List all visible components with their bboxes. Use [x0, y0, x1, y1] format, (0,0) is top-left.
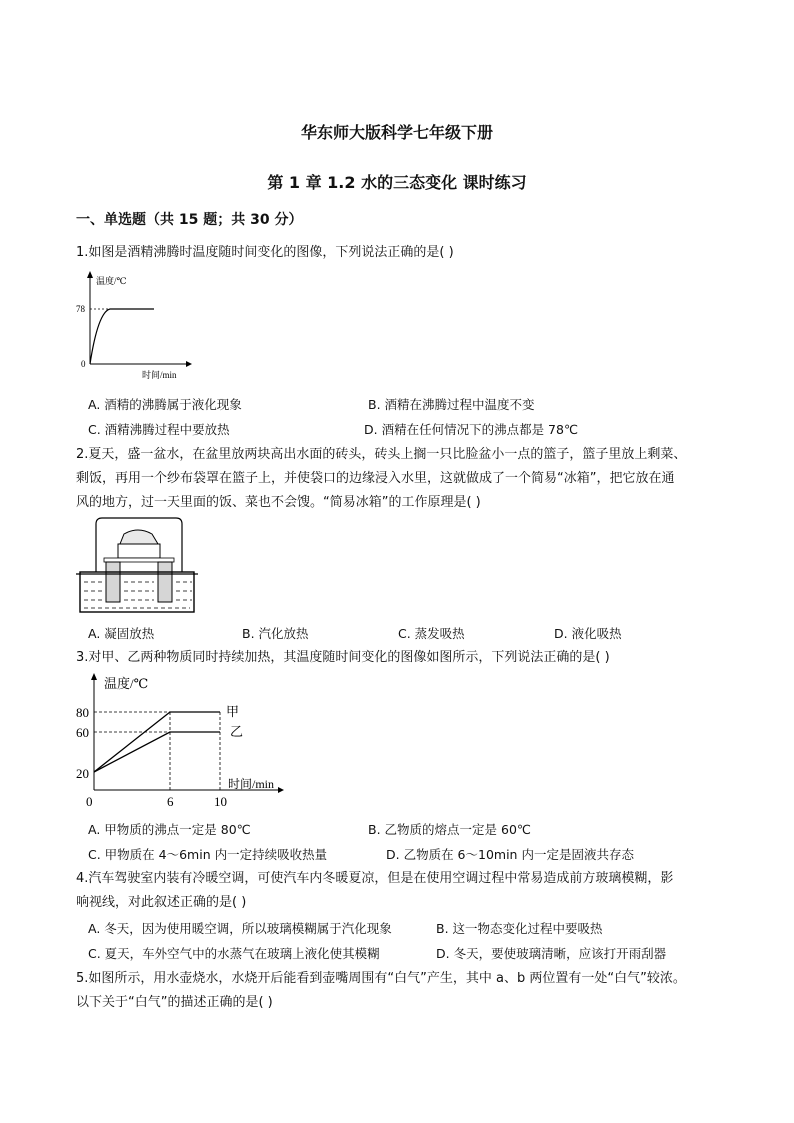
- question-2-option-a[interactable]: A. 凝固放热: [88, 626, 155, 641]
- question-2-option-d[interactable]: D. 液化吸热: [554, 626, 622, 641]
- section-heading: 一、单选题（共 15 题；共 30 分）: [76, 212, 303, 228]
- q1-x-arrow: [186, 361, 192, 367]
- q3-series-jia-line: [94, 712, 220, 772]
- q1-tick-78: 78: [76, 304, 85, 314]
- question-1-option-d[interactable]: D. 酒精在任何情况下的沸点都是 78℃: [364, 422, 578, 437]
- question-3-option-c[interactable]: C. 甲物质在 4～6min 内一定持续吸收热量: [88, 847, 328, 862]
- q2-brick-right: [158, 562, 172, 602]
- q3-y-tick-60: 60: [76, 725, 89, 740]
- q3-y-tick-80: 80: [76, 705, 89, 720]
- q3-series-yi-line: [94, 732, 220, 772]
- question-1-option-a[interactable]: A. 酒精的沸腾属于液化现象: [88, 397, 242, 412]
- q2-brick-left: [106, 562, 120, 602]
- question-2-figure: [74, 516, 200, 622]
- question-2-option-c[interactable]: C. 蒸发吸热: [398, 626, 465, 641]
- q3-series-yi-label: 乙: [230, 724, 244, 739]
- question-4-line-1: 4.汽车驾驶室内装有冷暖空调，可使汽车内冬暖夏凉，但是在使用空调过程中常易造成前方玻璃模糊，影: [76, 871, 674, 886]
- q2-basin: [80, 572, 194, 612]
- q1-origin: 0: [81, 359, 86, 369]
- document-subtitle: 第 1 章 1.2 水的三态变化 课时练习: [267, 173, 527, 192]
- question-1-option-c[interactable]: C. 酒精沸腾过程中要放热: [88, 422, 230, 437]
- q3-series-jia-label: 甲: [226, 704, 240, 719]
- question-3-figure: [74, 672, 294, 812]
- question-3-stem: 3.对甲、乙两种物质同时持续加热，其温度随时间变化的图像如图所示，下列说法正确的是( ): [76, 650, 610, 665]
- question-1-option-b[interactable]: B. 酒精在沸腾过程中温度不变: [368, 397, 535, 412]
- question-5-line-2: 以下关于“白气”的描述正确的是( ): [76, 995, 273, 1010]
- question-2-line-3: 风的地方，过一天里面的饭、菜也不会馊。“简易冰箱”的工作原理是( ): [76, 495, 481, 510]
- q3-y-tick-20: 20: [76, 766, 89, 781]
- q3-y-label: 温度/℃: [104, 676, 149, 691]
- question-4-option-c[interactable]: C. 夏天，车外空气中的水蒸气在玻璃上液化使其模糊: [88, 946, 380, 961]
- q2-basket: [118, 544, 160, 558]
- question-5-line-1: 5.如图所示，用水壶烧水，水烧开后能看到壶嘴周围有“白气”产生，其中 a、b 两位置有一处“白气”较浓。: [76, 971, 686, 986]
- question-4-option-b[interactable]: B. 这一物态变化过程中要吸热: [436, 921, 603, 936]
- q1-x-label: 时间/min: [142, 370, 177, 380]
- q1-curve: [90, 309, 154, 364]
- question-1-figure: [74, 268, 196, 380]
- question-3-option-b[interactable]: B. 乙物质的熔点一定是 60℃: [368, 822, 531, 837]
- question-1-stem: 1.如图是酒精沸腾时温度随时间变化的图像，下列说法正确的是( ): [76, 245, 454, 260]
- q3-x-label: 时间/min: [228, 777, 275, 791]
- question-3-option-a[interactable]: A. 甲物质的沸点一定是 80℃: [88, 822, 251, 837]
- q3-x-arrow: [278, 787, 284, 793]
- q2-water-dashes: [84, 582, 192, 608]
- q3-x-tick-10: 10: [214, 794, 227, 809]
- q3-x-tick-6: 6: [167, 794, 174, 809]
- question-3-option-d[interactable]: D. 乙物质在 6～10min 内一定是固液共存态: [386, 847, 634, 862]
- question-2-line-2: 剩饭，再用一个纱布袋罩在篮子上，并使袋口的边缘浸入水里，这就做成了一个简易“冰箱”，把它放在通: [76, 471, 675, 486]
- q3-x-tick-0: 0: [86, 794, 93, 809]
- q2-basket-rim: [104, 558, 174, 562]
- q3-y-arrow: [91, 673, 97, 680]
- question-4-line-2: 响视线，对此叙述正确的是( ): [76, 895, 247, 910]
- question-2-line-1: 2.夏天，盛一盆水，在盆里放两块高出水面的砖头，砖头上搁一只比脸盆小一点的篮子，篮子里放上剩菜、: [76, 447, 687, 462]
- question-2-option-b[interactable]: B. 汽化放热: [242, 626, 309, 641]
- question-4-option-d[interactable]: D. 冬天，要使玻璃清晰，应该打开雨刮器: [436, 946, 667, 961]
- question-4-option-a[interactable]: A. 冬天，因为使用暖空调，所以玻璃模糊属于汽化现象: [88, 921, 392, 936]
- document-title: 华东师大版科学七年级下册: [300, 123, 493, 142]
- q2-food-mound: [120, 530, 158, 544]
- q1-y-label: 温度/℃: [96, 276, 127, 286]
- q1-y-arrow: [87, 271, 93, 278]
